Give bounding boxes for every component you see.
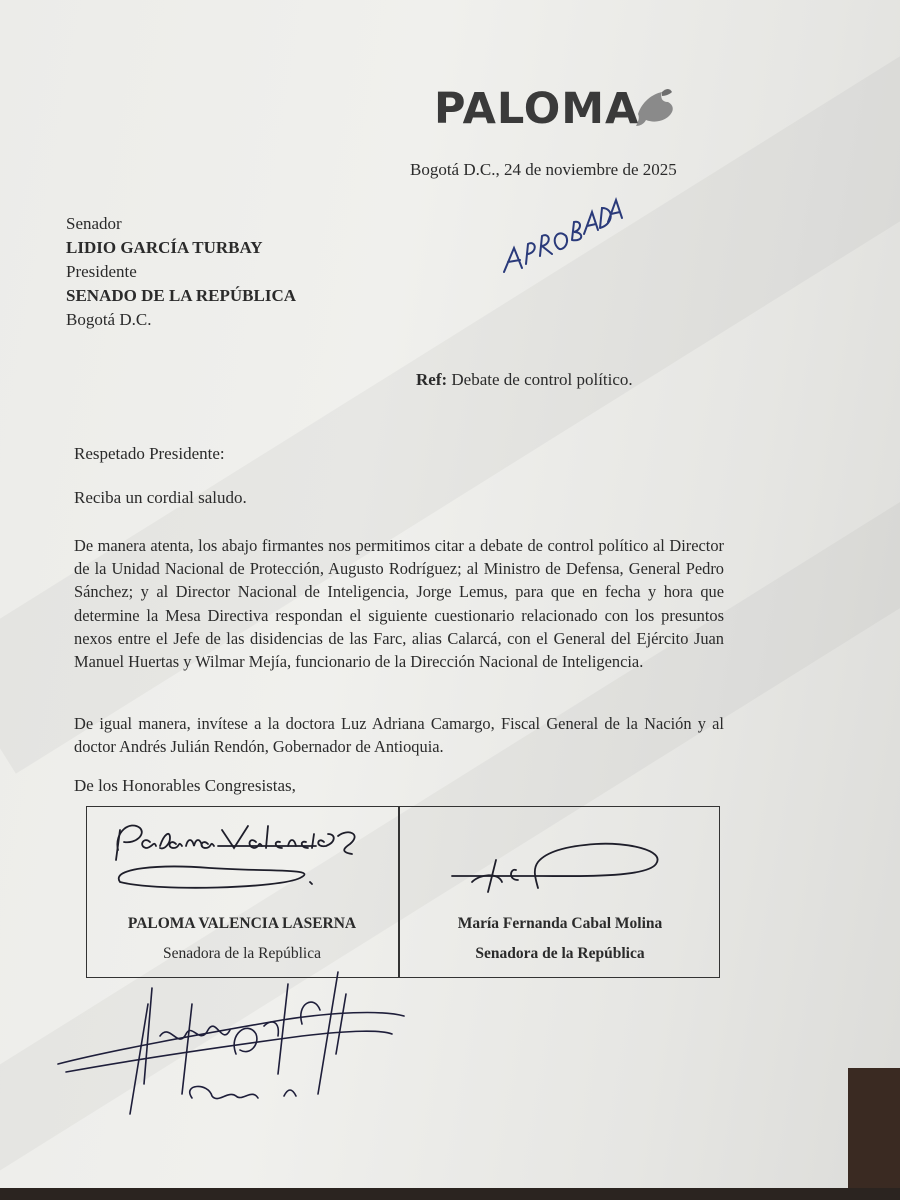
approval-handwriting <box>496 190 626 280</box>
background-edge <box>848 1068 900 1200</box>
closing-line: De los Honorables Congresistas, <box>74 776 296 795</box>
signatory-name: PALOMA VALENCIA LASERNA <box>127 915 357 932</box>
body-paragraph: De igual manera, invítese a la doctora Luz Adriana Camargo, Fiscal General de la Nación y al doctor Andrés Julián Rendón, Gobernador de Antioquia. <box>74 714 724 757</box>
letter-date: Bogotá D.C., 24 de noviembre de 2025 <box>410 160 677 179</box>
body-paragraph: De manera atenta, los abajo firmantes nos permitimos citar a debate de control político al Director de la Unidad Nacional de Protección, Augusto Rodríguez; al Ministro de Defensa, General Pedro Sánchez; y al Director Nacional de Inteligencia, Jorge Lemus, para que en fecha y hora que determine la Mesa Directiva respondan el siguiente cuestionario relacionado con los presuntos nexos entre el Jefe de las disidencias de las Farc, alias Calarcá, con el General del Ejército Juan Manuel Huertas y Wilmar Mejía, funcionario de la Dirección Nacional de Inteligencia. <box>74 536 724 672</box>
background-edge <box>0 1188 900 1200</box>
dove-icon <box>632 84 678 128</box>
recipient-city: Bogotá D.C. <box>66 310 152 329</box>
signatory-role: Senadora de la República <box>163 945 321 962</box>
reference-text: Debate de control político. <box>451 370 633 389</box>
recipient-title: Senador <box>66 214 122 233</box>
recipient-institution: SENADO DE LA REPÚBLICA <box>66 286 297 305</box>
signatory-name: María Fernanda Cabal Molina <box>457 915 663 932</box>
salutation: Respetado Presidente: <box>74 444 225 463</box>
recipient-name: LIDIO GARCÍA TURBAY <box>66 238 263 257</box>
reference-label: Ref: <box>416 370 448 389</box>
signatory-role: Senadora de la República <box>475 945 645 962</box>
handwritten-signature-third <box>52 964 412 1124</box>
signature-maria-fernanda-cabal <box>446 836 666 896</box>
greeting: Reciba un cordial saludo. <box>74 488 247 507</box>
signature-table-divider <box>398 806 400 978</box>
reference-line <box>416 370 633 390</box>
letterhead-brand: PALOMA <box>434 84 640 134</box>
recipient-role: Presidente <box>66 262 137 281</box>
signature-paloma-valencia <box>100 812 380 894</box>
